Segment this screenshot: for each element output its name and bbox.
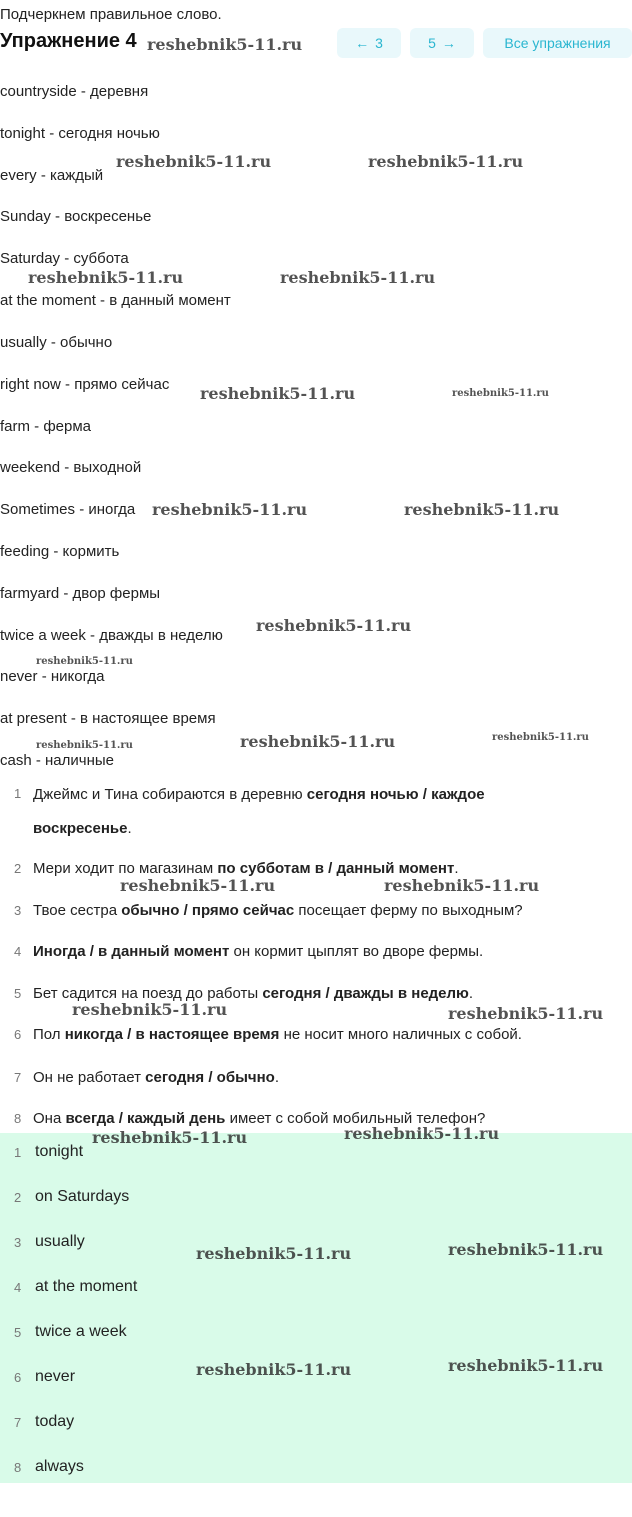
watermark: reshebnik5-11.ru <box>280 268 436 287</box>
watermark: reshebnik5-11.ru <box>344 1124 500 1143</box>
question-text: Пол никогда / в настоящее время не носит много наличных с собой. <box>33 1026 522 1043</box>
exercise-title: Упражнение 4 <box>0 30 137 52</box>
watermark: reshebnik5-11.ru <box>404 500 560 519</box>
question-text: Он не работает сегодня / обычно. <box>33 1069 280 1086</box>
answer-text: today <box>35 1413 75 1430</box>
answer-number: 2 <box>14 1190 22 1205</box>
next-exercise-label: 5 <box>428 35 436 51</box>
question-text: Бет садится на поезд до работы сегодня / дважды в неделю. <box>33 985 474 1002</box>
watermark: reshebnik5-11.ru <box>196 1244 352 1263</box>
watermark: reshebnik5-11.ru <box>36 740 133 751</box>
vocab-item: at present - в настоящее время <box>0 710 216 727</box>
watermark: reshebnik5-11.ru <box>28 268 184 287</box>
watermark: reshebnik5-11.ru <box>256 616 412 635</box>
arrow-left-icon: ← <box>355 35 370 51</box>
answer-text: never <box>35 1368 76 1385</box>
vocab-item: twice a week - дважды в неделю <box>0 627 223 644</box>
answer-number: 6 <box>14 1370 22 1385</box>
watermark: reshebnik5-11.ru <box>196 1360 352 1379</box>
watermark: reshebnik5-11.ru <box>384 876 540 895</box>
answer-number: 1 <box>14 1145 22 1160</box>
answer-number: 5 <box>14 1325 22 1340</box>
watermark: reshebnik5-11.ru <box>92 1128 248 1147</box>
question-number: 7 <box>14 1070 22 1085</box>
watermark: reshebnik5-11.ru <box>448 1356 604 1375</box>
vocab-item: Saturday - суббота <box>0 250 129 267</box>
watermark: reshebnik5-11.ru <box>240 732 396 751</box>
question-text: Мери ходит по магазинам по субботам в / данный момент. <box>33 860 459 877</box>
question-text: Джеймс и Тина собираются в деревню сегодня ночью / каждое воскресенье. <box>33 786 485 837</box>
answer-text: at the moment <box>35 1278 138 1295</box>
answer-text: always <box>35 1458 84 1475</box>
vocab-item: right now - прямо сейчас <box>0 376 170 393</box>
vocab-item: never - никогда <box>0 668 105 685</box>
question-number: 5 <box>14 986 22 1001</box>
question-number: 8 <box>14 1111 22 1126</box>
watermark: reshebnik5-11.ru <box>448 1240 604 1259</box>
watermark: reshebnik5-11.ru <box>452 388 549 399</box>
watermark: reshebnik5-11.ru <box>200 384 356 403</box>
vocab-item: Sometimes - иногда <box>0 501 136 518</box>
question-number: 6 <box>14 1027 22 1042</box>
watermark: reshebnik5-11.ru <box>116 152 272 171</box>
answer-number: 8 <box>14 1460 22 1475</box>
answer-number: 4 <box>14 1280 22 1295</box>
prev-exercise-button[interactable] <box>337 28 401 58</box>
watermark: reshebnik5-11.ru <box>72 1000 228 1019</box>
watermark: reshebnik5-11.ru <box>36 656 133 667</box>
prev-exercise-label: 3 <box>375 35 383 51</box>
task-instruction: Подчеркнем правильное слово. <box>0 6 222 23</box>
next-exercise-button[interactable] <box>410 28 474 58</box>
vocab-item: usually - обычно <box>0 334 113 351</box>
question-text: Твое сестра обычно / прямо сейчас посещает ферму по выходным? <box>33 902 523 919</box>
question-number: 2 <box>14 861 22 876</box>
vocab-item: tonight - сегодня ночью <box>0 125 160 142</box>
vocab-item: farm - ферма <box>0 418 92 435</box>
question-text: Иногда / в данный момент он кормит цыплят во дворе фермы. <box>33 943 484 960</box>
answer-text: usually <box>35 1233 85 1250</box>
watermark: reshebnik5-11.ru <box>147 35 303 54</box>
answer-text: twice a week <box>35 1323 127 1340</box>
question-number: 1 <box>14 786 22 801</box>
question-number: 3 <box>14 903 22 918</box>
arrow-right-icon: → <box>441 35 456 51</box>
watermark: reshebnik5-11.ru <box>152 500 308 519</box>
watermark: reshebnik5-11.ru <box>120 876 276 895</box>
vocab-item: every - каждый <box>0 167 104 184</box>
vocab-item: at the moment - в данный момент <box>0 292 231 309</box>
watermark: reshebnik5-11.ru <box>368 152 524 171</box>
question-text: Она всегда / каждый день имеет с собой мобильный телефон? <box>33 1110 486 1127</box>
watermark: reshebnik5-11.ru <box>492 732 589 743</box>
question-number: 4 <box>14 944 22 959</box>
answer-number: 7 <box>14 1415 22 1430</box>
vocab-item: feeding - кормить <box>0 543 120 560</box>
vocab-item: cash - наличные <box>0 752 114 769</box>
answer-text: on Saturdays <box>35 1188 130 1205</box>
answers-panel <box>0 1133 632 1483</box>
vocab-item: weekend - выходной <box>0 459 142 476</box>
answer-number: 3 <box>14 1235 22 1250</box>
vocab-item: farmyard - двор фермы <box>0 585 161 602</box>
vocab-item: countryside - деревня <box>0 83 149 100</box>
answer-text: tonight <box>35 1143 84 1160</box>
exercise-header <box>0 28 632 58</box>
watermark: reshebnik5-11.ru <box>448 1004 604 1023</box>
all-exercises-button[interactable]: Все упражнения <box>483 28 632 58</box>
vocab-item: Sunday - воскресенье <box>0 208 152 225</box>
